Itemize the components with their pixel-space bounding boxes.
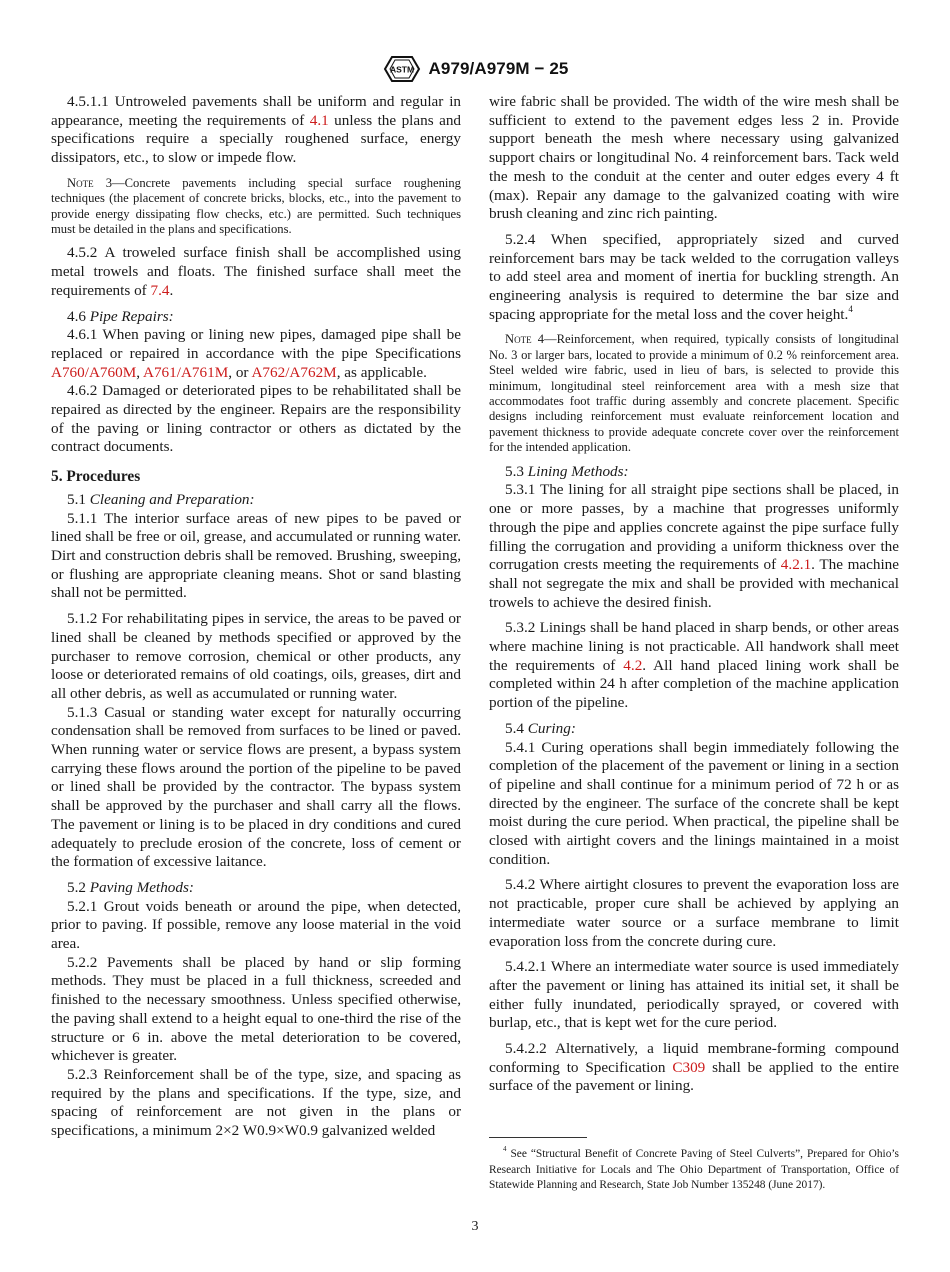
paragraph-5-2-3: 5.2.3 Reinforcement shall be of the type, size, and spacing as required by the plans and specifications. If the type, size, and spacing of reinforcement are not given in the plans or specifications, a minimum 2×2 W0.9×W0.9 galvanized welded <box>51 1065 462 1140</box>
heading-5-3: 5.3 Lining Methods: <box>505 462 629 480</box>
page-header <box>0 54 950 84</box>
paragraph-5-4-2: 5.4.2 Where airtight closures to prevent the evaporation loss are not practicable, proper cure shall be achieved by applying an intermediate water source or a surface membrane to limit evaporation loss from the concrete during cure. <box>489 876 899 950</box>
section-5-heading: 5. Procedures <box>51 468 141 486</box>
footnote-4: $^4$ See “Structural Benefit of Concrete Paving of Steel Culverts”, Prepared for Ohio’s Research Initiative for Locals and The Ohio Department of Transportation, Office of Statewide Planning and Research, State Job Number 135248 (June 2017). <box>489 1145 899 1192</box>
heading-5-4: 5.4 Curing: <box>505 719 576 737</box>
ref-4-2[interactable]: 4.2 <box>623 656 643 674</box>
heading-5-1: 5.1 Cleaning and Preparation: <box>67 490 255 508</box>
paragraph-5-4-2-2: 5.4.2.2 Alternatively, a liquid membrane-forming compound conforming to Specification C309 shall be applied to the entire surface of the pavement or lining. <box>489 1040 899 1095</box>
footnote-marker[interactable]: 4 <box>848 303 853 314</box>
ref-a760[interactable]: A760/A760M <box>51 363 137 381</box>
paragraph-5-3-1: 5.3.1 The lining for all straight pipe sections shall be placed, in one or more passes, by a machine that progresses uniformly through the pipe and applies concrete against the pipe surface fully filling the corrugation and providing a uniform thickness over the corrugation crests meeting the requirements of 4.2.1. The machine shall not segregate the mix and shall be provided with mechanical trowels to achieve the desired finish. <box>489 481 900 611</box>
paragraph-5-1-2: 5.1.2 For rehabilitating pipes in service, the areas to be paved or lined shall be cleaned by methods specified or approved by the purchaser to remove corrosion, chemical or other products, any loose or deteriorated remains of old coatings, oils, greases, dirt and all other debris, as well as accumulated or running water. <box>51 610 461 702</box>
astm-logo-icon <box>382 54 422 84</box>
ref-a762[interactable]: A762/A762M <box>251 363 337 381</box>
page-number: 3 <box>471 1219 479 1234</box>
paragraph-5-3-2: 5.3.2 Linings shall be hand placed in sharp bends, or other areas where machine lining is not practicable. All handwork shall meet the requirements of 4.2. All hand placed lining work shall be completed within 24 h after completion of the machine application portion of the pipeline. <box>489 619 899 712</box>
footnote-divider <box>489 1137 587 1138</box>
left-column <box>51 93 461 1141</box>
paragraph-5-2-1: 5.2.1 Grout voids beneath or around the pipe, when detected, prior to paving. If possible, remove any loose material in the void area. <box>51 897 461 953</box>
paragraph-4-5-2: 4.5.2 A troweled surface finish shall be accomplished using metal trowels and floats. The finished surface shall meet the requirements of 7.4. <box>51 244 461 299</box>
ref-4-1[interactable]: 4.1 <box>309 111 329 129</box>
ref-a761[interactable]: A761/A761M <box>143 363 229 381</box>
svg-text:ASTM: ASTM <box>389 64 414 75</box>
paragraph-5-2-2: 5.2.2 Pavements shall be placed by hand or slip forming methods. They must be placed in a full thickness, screeded and finished to the necessary smoothness. Unless specified otherwise, the paving shall extend to a height equal to one-third the rise of the structure or 6 in. above the metal deterioration to be covered, whichever is greater. <box>51 953 462 1065</box>
ref-c309[interactable]: C309 <box>672 1058 706 1076</box>
standard-designation: A979/A979M − 25 <box>428 59 569 78</box>
paragraph-4-5-1-1: 4.5.1.1 Untroweled pavements shall be uniform and regular in appearance, meeting the requirements of 4.1 unless the plans and specifications require a specially roughened surface, energy dissipators, etc., to slow or impede flow. <box>51 93 462 167</box>
paragraph-5-2-4: 5.2.4 When specified, appropriately sized and curved reinforcement bars may be tack welded to the corrugation valleys to add steel area and moment of inertia for buckling strength. An engineering analysis is required to determine the bar size and spacing appropriate for the metal loss and the cover height.$^4$ <box>489 230 899 323</box>
paragraph-5-2-3-continued: wire fabric shall be provided. The width of the wire mesh shall be sufficient to extend to the pavement edges less 2 in. Provide support beneath the mesh where necessary using galvanized support chairs or longitudinal No. 4 reinforcement bars. Tack weld the mesh to the conduit at the center and outer edges every 4 ft (max). Repair any damage to the galvanized coating with wire brush cleaning and zinc rich painting. <box>489 93 899 223</box>
ref-4-2-1[interactable]: 4.2.1 <box>780 556 812 574</box>
note-3: Note 3—Concrete pavements including special surface roughening techniques (the placement of concrete bricks, blocks, etc., into the pavement to provide energy dissipating flow checks, etc.) are permitted. Such techniques must be detailed in the plans and specifications. <box>51 175 461 237</box>
paragraph-5-4-1: 5.4.1 Curing operations shall begin immediately following the completion of the placement of the pavement or lining in a section of pipeline and shall continue for a minimum period of 72 h or as directed by the engineer. The surface of the concrete shall be kept moist during the cure period. When practical, the pipeline shall be closed with airtight covers and the linings maintained in a moist condition. <box>489 738 899 868</box>
paragraph-4-6-2: 4.6.2 Damaged or deteriorated pipes to be rehabilitated shall be repaired as directed by the engineer. Repairs are the responsibility of the paving or lining contractor or others as dictated by the contract documents. <box>51 382 461 456</box>
note-4: Note 4—Reinforcement, when required, typically consists of longitudinal No. 3 or larger bars, located to provide a minimum of 0.2 % reinforcement area. Steel welded wire fabric, used in lieu of bars, is selected to provide this minimum, longitudinal steel reinforcement area with a mesh size that accommodates foot traffic during assembly and concrete placement. Specific designs including reinforcement must evaluate reinforcement location and pavement thickness to provide adequate concrete cover over the reinforcement for the intended application. <box>489 332 899 455</box>
paragraph-5-4-2-1: 5.4.2.1 Where an intermediate water source is used immediately after the pavement or lining has attained its initial set, it shall be either fully inundated, periodically sprayed, or covered with burlap, etc., that is kept wet for the cure period. <box>489 958 899 1032</box>
right-column <box>489 93 899 1096</box>
heading-5-2: 5.2 Paving Methods: <box>67 878 194 896</box>
paragraph-5-1-3: 5.1.3 Casual or standing water except for naturally occurring condensation shall be removed from surfaces to be lined or paved. When running water or service flows are present, a bypass system carrying these flows around the portion of the pipeline to be paved or lined shall be provided by the contractor. The bypass system shall be approved by the purchaser and shall carry all the flows. The pavement or lining is to be placed in dry conditions and cured adequately to preclude erosion of the concrete, loss of cement or the formation of excessive laitance. <box>51 703 461 871</box>
heading-4-6: 4.6 Pipe Repairs: <box>67 307 174 325</box>
paragraph-4-6-1: 4.6.1 When paving or lining new pipes, damaged pipe shall be replaced or repaired in accordance with the pipe Specifications A760/A760M, A761/A761M, or A762/A762M, as applicable. <box>51 326 461 381</box>
paragraph-5-1-1: 5.1.1 The interior surface areas of new pipes to be paved or lined shall be free or oil, grease, and accumulated or running water. Dirt and construction debris shall be removed. Brushing, sweeping, or flushing are appropriate cleaning means. Shot or sand blasting shall not be permitted. <box>51 509 461 602</box>
ref-7-4[interactable]: 7.4 <box>150 281 170 299</box>
